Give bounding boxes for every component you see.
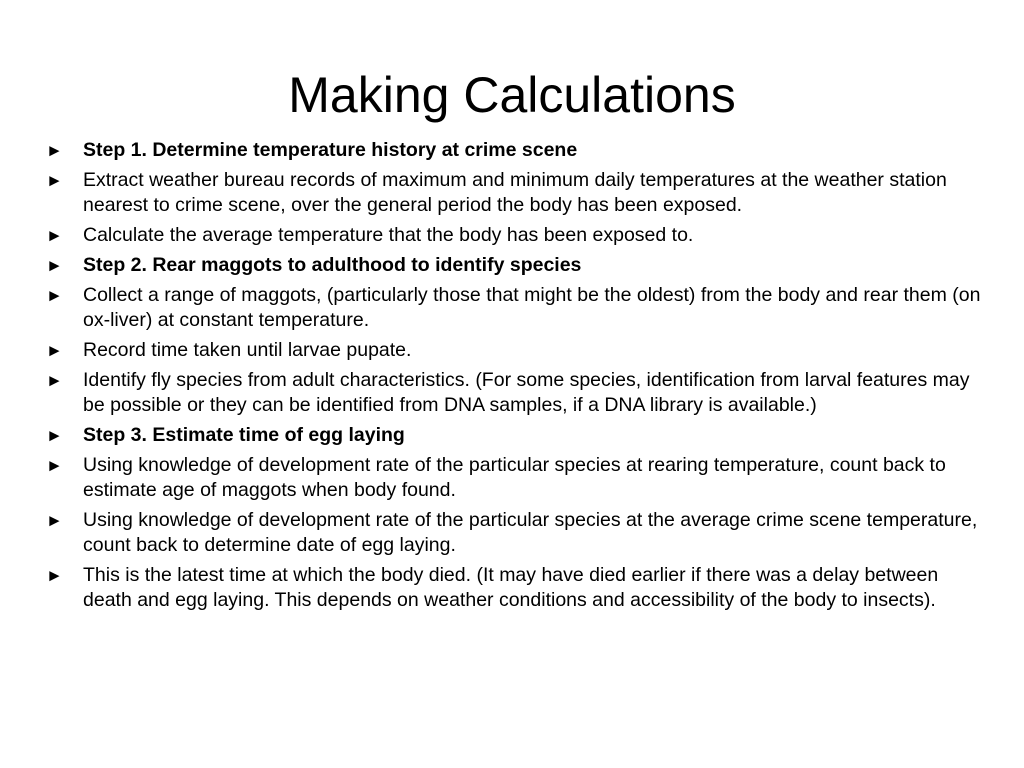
bullet-item bbox=[46, 508, 981, 558]
bullet-text: Collect a range of maggots, (particularly those that might be the oldest) from the body and rear them (on ox-liver) at constant temperature. bbox=[83, 284, 981, 331]
bullet-text: Using knowledge of development rate of the particular species at the average crime scene temperature, count back to determine date of egg laying. bbox=[83, 509, 978, 556]
bullet-item bbox=[46, 338, 981, 363]
bullet-item bbox=[46, 453, 981, 503]
bullet-arrow-icon: ► bbox=[46, 566, 63, 585]
bullet-arrow-icon: ► bbox=[46, 511, 63, 530]
bullet-list bbox=[46, 138, 981, 618]
bullet-text: Step 1. Determine temperature history at crime scene bbox=[83, 139, 578, 161]
bullet-item bbox=[46, 423, 981, 448]
bullet-item bbox=[46, 563, 981, 613]
bullet-arrow-icon: ► bbox=[46, 426, 63, 445]
bullet-item bbox=[46, 368, 981, 418]
bullet-text: Step 2. Rear maggots to adulthood to identify species bbox=[83, 254, 582, 276]
bullet-text: Record time taken until larvae pupate. bbox=[83, 339, 412, 361]
bullet-text: Calculate the average temperature that the body has been exposed to. bbox=[83, 224, 694, 246]
bullet-arrow-icon: ► bbox=[46, 456, 63, 475]
bullet-text: This is the latest time at which the body died. (It may have died earlier if there was a delay between death and egg laying. This depends on weather conditions and accessibility of the body to insects). bbox=[83, 564, 939, 611]
bullet-text: Using knowledge of development rate of the particular species at rearing temperature, count back to estimate age of maggots when body found. bbox=[83, 454, 946, 501]
bullet-item bbox=[46, 223, 981, 248]
bullet-arrow-icon: ► bbox=[46, 256, 63, 275]
bullet-item bbox=[46, 138, 981, 163]
bullet-text: Identify fly species from adult characteristics. (For some species, identification from larval features may be possible or they can be identified from DNA samples, if a DNA library is available.) bbox=[83, 369, 970, 416]
slide-title: Making Calculations bbox=[288, 67, 736, 123]
bullet-item bbox=[46, 253, 981, 278]
bullet-text: Step 3. Estimate time of egg laying bbox=[83, 424, 405, 446]
bullet-arrow-icon: ► bbox=[46, 141, 63, 160]
bullet-item bbox=[46, 168, 981, 218]
bullet-arrow-icon: ► bbox=[46, 286, 63, 305]
bullet-item bbox=[46, 283, 981, 333]
bullet-arrow-icon: ► bbox=[46, 171, 63, 190]
bullet-text: Extract weather bureau records of maximum and minimum daily temperatures at the weather station nearest to crime scene, over the general period the body has been exposed. bbox=[83, 169, 947, 216]
bullet-arrow-icon: ► bbox=[46, 371, 63, 390]
bullet-arrow-icon: ► bbox=[46, 341, 63, 360]
bullet-arrow-icon: ► bbox=[46, 226, 63, 245]
